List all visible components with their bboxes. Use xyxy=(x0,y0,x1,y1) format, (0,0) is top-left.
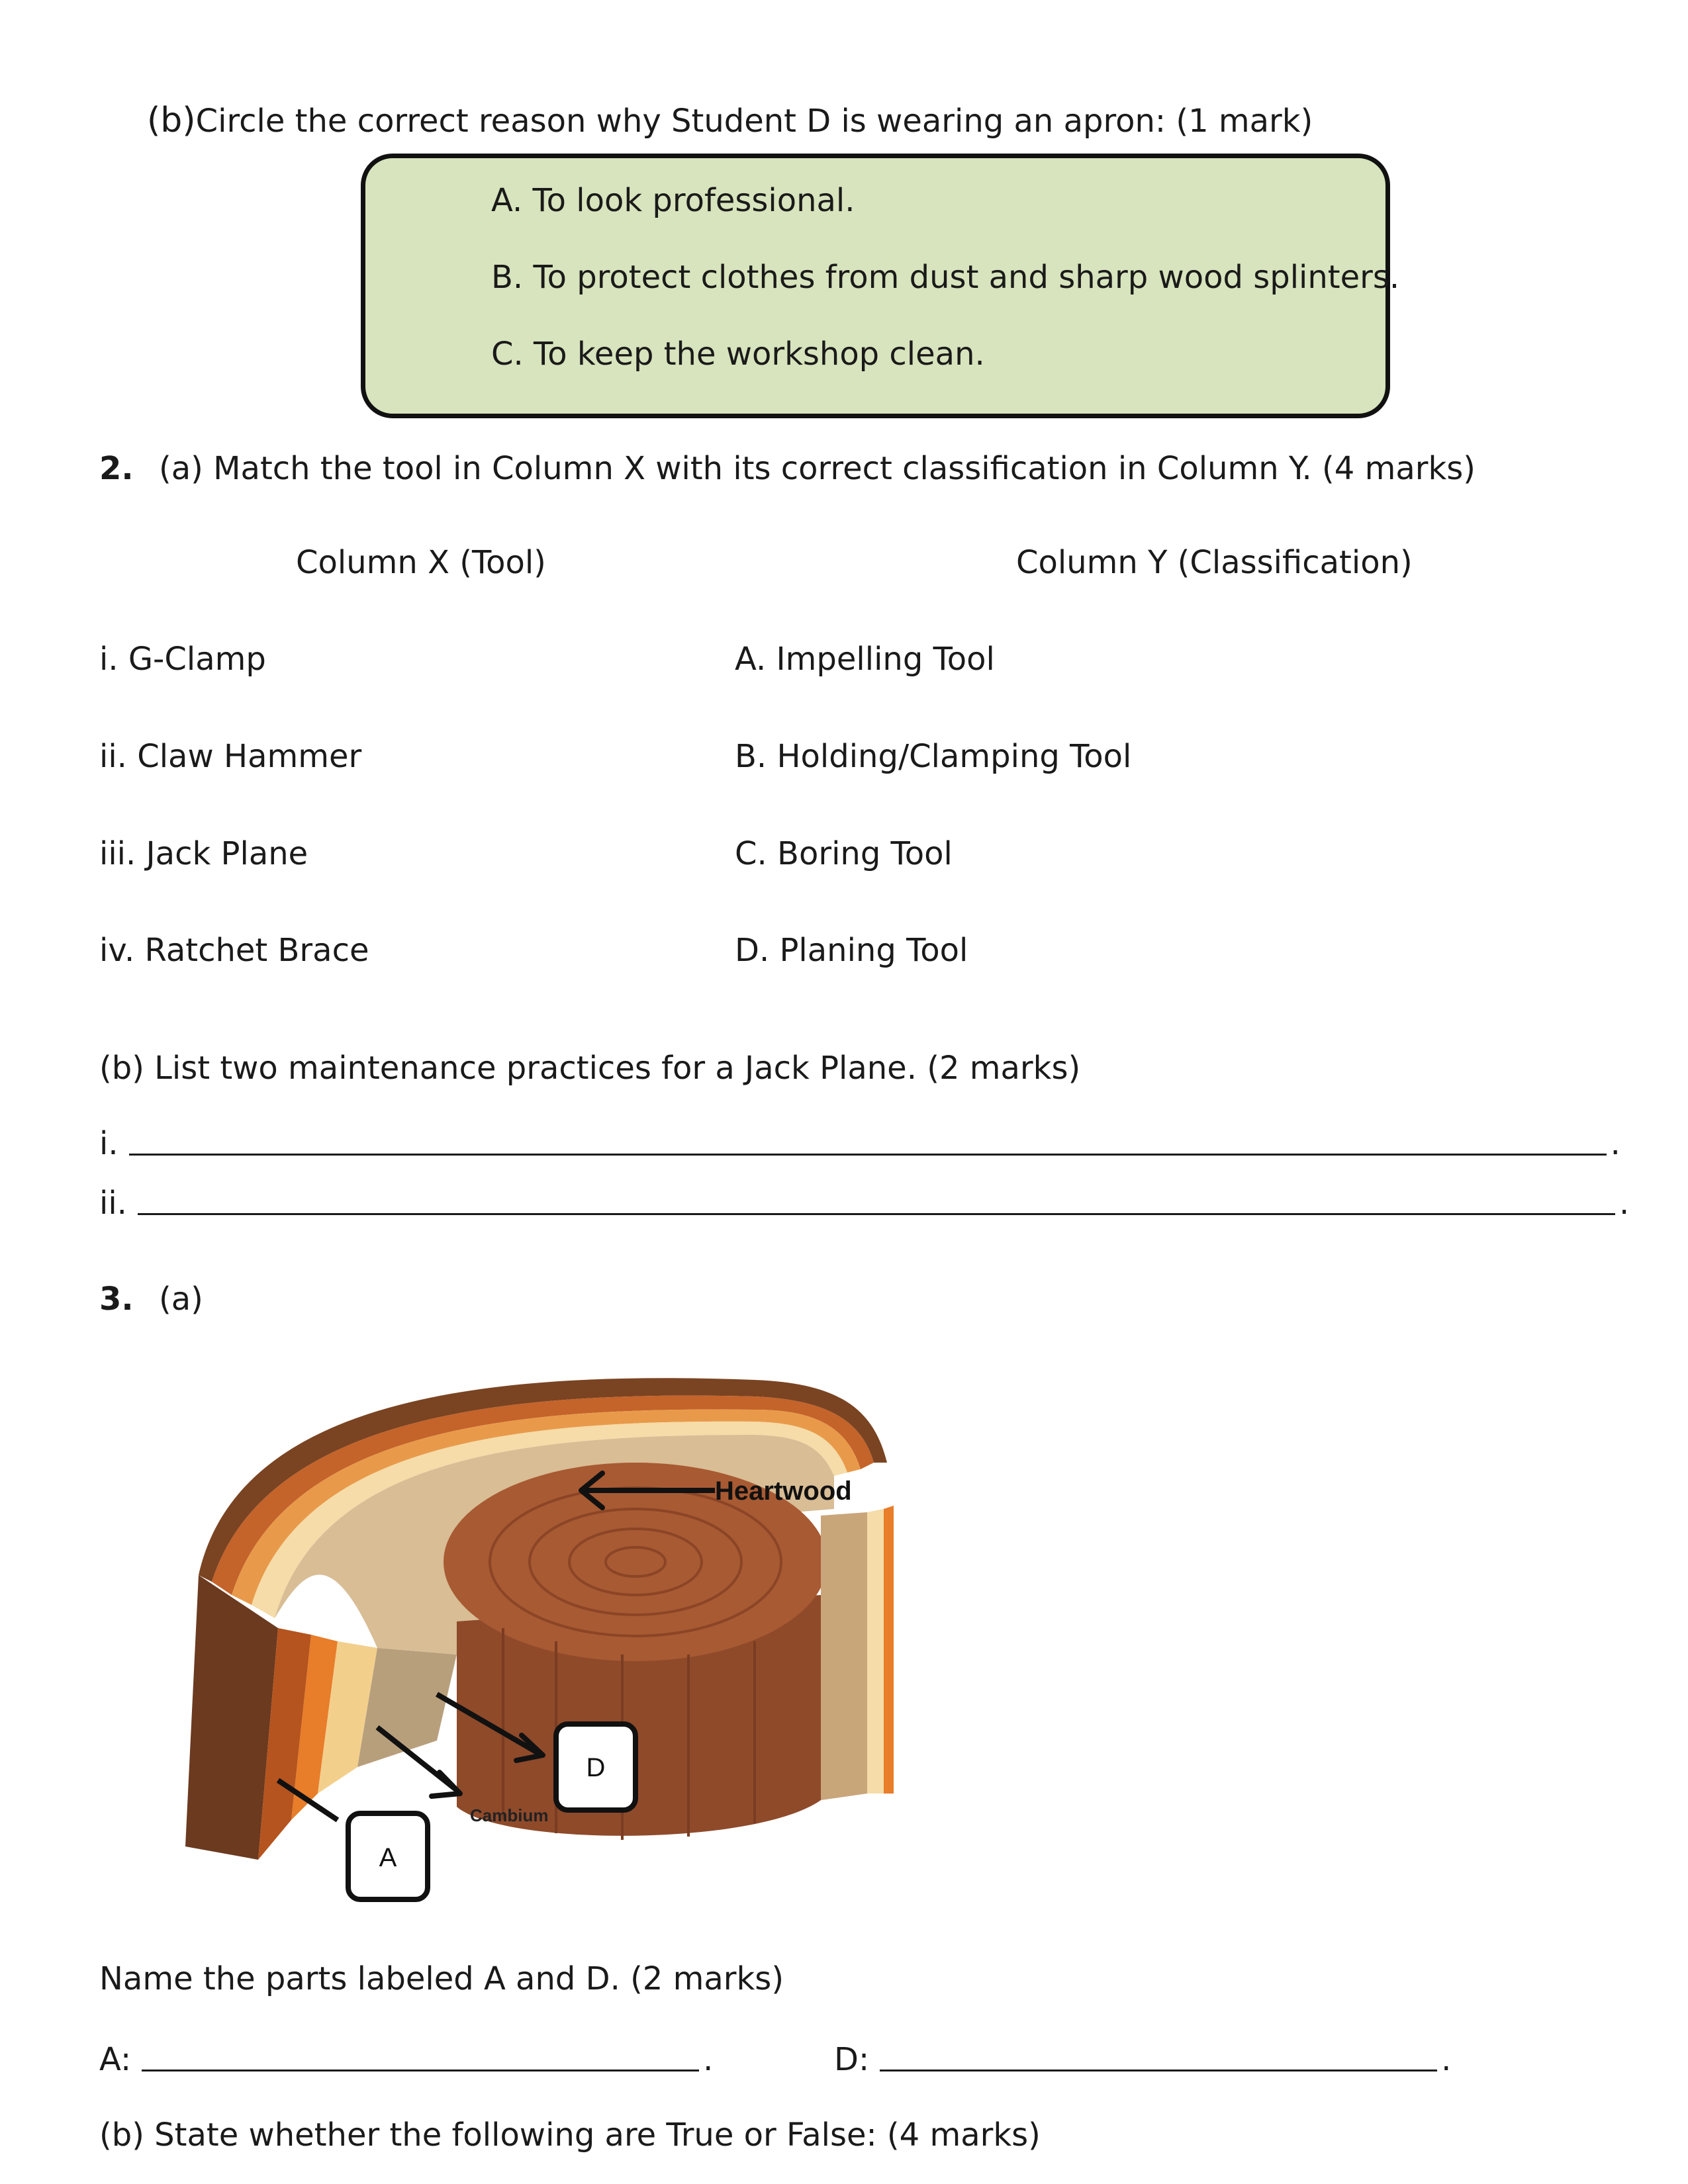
q1b-text: Circle the correct reason why Student D is wearing an apron: (1 mark) xyxy=(195,103,1313,140)
column-x-item-3: iii. Jack Plane xyxy=(99,835,308,872)
answer-d-field[interactable] xyxy=(880,2070,1437,2071)
answer-a-label: A: xyxy=(99,2041,132,2078)
q3a-label: (a) xyxy=(159,1281,203,1318)
column-y-item-b: B. Holding/Clamping Tool xyxy=(735,738,1132,775)
q1b-prefix: (b) xyxy=(147,101,196,140)
q3-number: 3. xyxy=(99,1281,134,1318)
q3b-prompt: (b) State whether the following are True or False: (4 marks) xyxy=(99,2116,1041,2154)
cambium-label: Cambium xyxy=(470,1805,549,1825)
q2b-answer-field-2[interactable] xyxy=(138,1213,1615,1215)
q1b-options-box xyxy=(361,154,1400,418)
answer-d-label: D: xyxy=(834,2041,870,2078)
column-y-header: Column Y (Classification) xyxy=(1016,544,1413,581)
q2b-answer-line-2: ii. . xyxy=(99,1185,1630,1222)
column-y-item-a: A. Impelling Tool xyxy=(735,641,995,678)
q1b-option-a[interactable]: A. To look professional. xyxy=(491,182,855,219)
answer-a-field[interactable] xyxy=(142,2070,699,2071)
column-y-item-c: C. Boring Tool xyxy=(735,835,953,872)
column-x-header: Column X (Tool) xyxy=(296,544,546,581)
q2a-prompt: (a) Match the tool in Column X with its correct classification in Column Y. (4 marks) xyxy=(159,450,1476,487)
wood-cross-section-diagram xyxy=(159,1343,900,1926)
log-cross-section-illustration xyxy=(159,1343,900,1926)
q1b-prompt xyxy=(147,101,1313,140)
q3-answer-a-row: A: . xyxy=(99,2041,714,2078)
column-x-item-4: iv. Ratchet Brace xyxy=(99,932,369,969)
q2b-line-2-label: ii. xyxy=(99,1185,127,1222)
q2b-answer-line-1: i. . xyxy=(99,1125,1620,1162)
label-d-text: D xyxy=(586,1753,606,1782)
heartwood-label: Heartwood xyxy=(715,1477,852,1506)
q1b-option-b[interactable]: B. To protect clothes from dust and sharp wood splinters. xyxy=(491,259,1400,296)
q1b-option-c[interactable]: C. To keep the workshop clean. xyxy=(491,336,985,373)
q3a-name-prompt: Name the parts labeled A and D. (2 marks) xyxy=(99,1960,784,1997)
q2b-line-1-label: i. xyxy=(99,1125,118,1162)
column-y-item-d: D. Planing Tool xyxy=(735,932,968,969)
sapwood-right-face xyxy=(821,1512,867,1800)
label-a-text: A xyxy=(379,1843,397,1872)
q3-answer-d-row: D: . xyxy=(834,2041,1452,2078)
q2b-prompt: (b) List two maintenance practices for a Jack Plane. (2 marks) xyxy=(99,1050,1081,1087)
column-x-item-1: i. G-Clamp xyxy=(99,641,266,678)
column-x-item-2: ii. Claw Hammer xyxy=(99,738,362,775)
q2b-answer-field-1[interactable] xyxy=(129,1154,1607,1156)
q2-number: 2. xyxy=(99,450,134,487)
